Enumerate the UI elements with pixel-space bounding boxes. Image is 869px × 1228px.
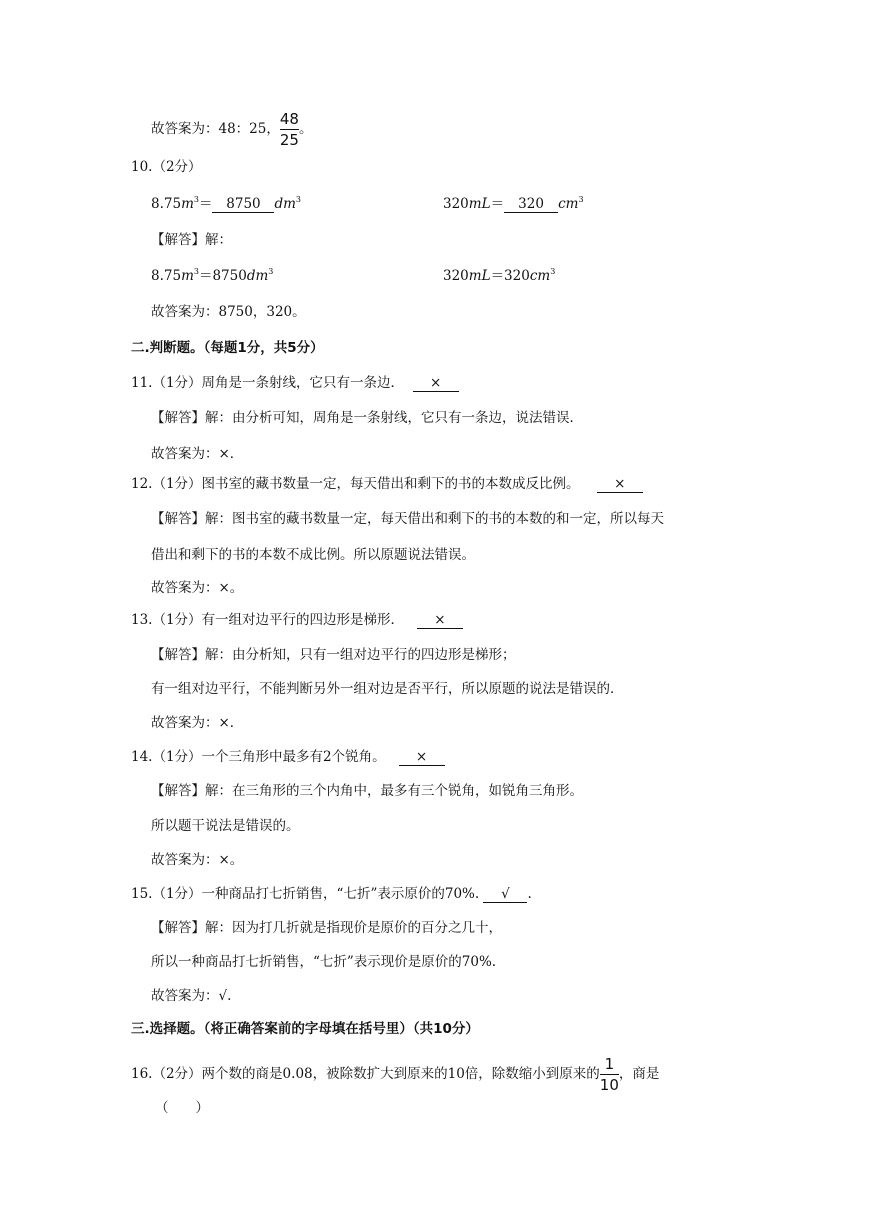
q14-stem <box>131 748 445 766</box>
q10-sol-a-value: 8.75 <box>151 268 182 284</box>
q16-frac-bar <box>600 1074 619 1075</box>
q10-sol-a-unit: m <box>181 268 194 284</box>
q16-stem-end: ，商是 <box>618 1066 660 1082</box>
q9-frac-bar <box>280 129 299 130</box>
q16-answer-paren: （ ） <box>155 1100 209 1116</box>
q11-answer-blank: × <box>413 375 459 392</box>
q15-stem <box>131 885 532 903</box>
section3-title: 三.选择题。（将正确答案前的字母填在括号里）（共10分） <box>131 1021 479 1037</box>
q11-stem <box>131 374 459 392</box>
q13-answer: 故答案为：×． <box>151 715 244 731</box>
q14-solution-1: 【解答】解：在三角形的三个内角中，最多有三个锐角，如锐角三角形。 <box>151 783 583 799</box>
q15-answer: 故答案为：√. <box>151 988 232 1004</box>
q13-solution-2: 有一组对边平行，不能判断另外一组对边是否平行，所以原题的说法是错误的． <box>151 681 624 697</box>
q10-b-value: 320 <box>443 196 469 212</box>
q10-label: 10.（2分） <box>131 159 202 175</box>
q15-solution-2: 所以一种商品打七折销售，“七折”表示现价是原价的70%. <box>151 954 497 970</box>
q10-b-answer-blank: 320 <box>504 196 558 213</box>
q15-stem-text: 15.（1分）一种商品打七折销售，“七折”表示原价的70%. <box>131 886 480 902</box>
q10-answer: 故答案为：8750，320。 <box>151 304 306 320</box>
q12-answer-blank: × <box>597 476 643 493</box>
q9-answer-text: 故答案为：48：25， <box>151 121 280 137</box>
q13-stem-text: 13.（1分）有一组对边平行的四边形是梯形． <box>131 612 405 628</box>
q10-solution-label: 【解答】解： <box>151 232 232 248</box>
q10-sol-b-unit: mL <box>468 268 491 284</box>
q13-solution-1: 【解答】解：由分析知，只有一组对边平行的四边形是梯形； <box>151 647 516 663</box>
q14-stem-text: 14.（1分）一个三角形中最多有2个锐角。 <box>131 749 386 765</box>
q9-frac-numerator: 48 <box>279 110 299 128</box>
q10-a-equals: ＝ <box>198 196 213 212</box>
q16-frac-numerator: 1 <box>604 1055 615 1073</box>
q13-stem <box>131 611 463 629</box>
q14-answer-blank: × <box>399 749 445 766</box>
q10-sol-a-exponent: 3 <box>193 267 199 276</box>
q11-answer: 故答案为：×． <box>151 446 244 462</box>
q15-stem-end: . <box>527 886 532 902</box>
q16-frac-denominator: 10 <box>599 1076 619 1094</box>
q11-solution: 【解答】解：由分析可知，周角是一条射线，它只有一条边，说法错误． <box>151 410 583 426</box>
q12-stem <box>131 475 643 493</box>
q10-b-unit: mL <box>468 196 491 212</box>
q10-sol-b-target-exponent: 3 <box>550 267 556 276</box>
q10-a-target-unit: dm <box>274 196 296 212</box>
q9-fraction <box>280 110 299 149</box>
q9-frac-denominator: 25 <box>279 131 299 149</box>
q16-stem <box>131 1054 659 1094</box>
q16-stem-text: 16.（2分）两个数的商是0.08，被除数扩大到原来的10倍，除数缩小到原来的 <box>131 1066 600 1082</box>
q13-answer-blank: × <box>417 612 463 629</box>
section2-title: 二.判断题。（每题1分，共5分） <box>131 340 324 356</box>
q12-answer: 故答案为：×。 <box>151 580 244 596</box>
q10-solution-b <box>443 267 555 285</box>
q15-solution-1: 【解答】解：因为打几折就是指现价是原价的百分之几十， <box>151 920 502 936</box>
q10-sol-a-target-exponent: 3 <box>268 267 274 276</box>
q10-sol-a-target-unit: dm <box>246 268 269 284</box>
q12-solution-1: 【解答】解：图书室的藏书数量一定，每天借出和剩下的书的本数的和一定，所以每天 <box>151 511 664 527</box>
q10-sol-b-result: ＝320 <box>490 268 530 284</box>
q14-answer: 故答案为：×。 <box>151 852 244 868</box>
q10-a-value: 8.75 <box>151 196 182 212</box>
q12-solution-2: 借出和剩下的书的本数不成比例。所以原题说法错误。 <box>151 547 475 563</box>
q15-answer-blank: √ <box>483 886 527 903</box>
q14-solution-2: 所以题干说法是错误的。 <box>151 818 300 834</box>
q10-b-target-unit: cm <box>558 196 579 212</box>
q10-sol-a-result: ＝8750 <box>198 268 247 284</box>
q16-fraction <box>600 1055 619 1094</box>
q10-item-a <box>151 195 301 213</box>
q9-answer <box>151 110 312 149</box>
q10-sol-b-value: 320 <box>443 268 469 284</box>
q10-solution-a <box>151 267 273 285</box>
q10-item-b <box>443 195 584 213</box>
q12-stem-text: 12.（1分）图书室的藏书数量一定，每天借出和剩下的书的本数成反比例。 <box>131 476 580 492</box>
q10-a-answer-blank: 8750 <box>212 196 274 213</box>
q11-stem-text: 11.（1分）周角是一条射线，它只有一条边． <box>131 375 405 391</box>
q10-b-target-exponent: 3 <box>578 195 584 204</box>
q9-answer-suffix: 。 <box>298 121 313 137</box>
q10-sol-b-target-unit: cm <box>529 268 551 284</box>
q10-a-exponent: 3 <box>193 195 199 204</box>
q10-a-target-exponent: 3 <box>295 195 302 204</box>
q10-a-unit: m <box>181 196 194 212</box>
q10-b-equals: ＝ <box>490 196 505 212</box>
